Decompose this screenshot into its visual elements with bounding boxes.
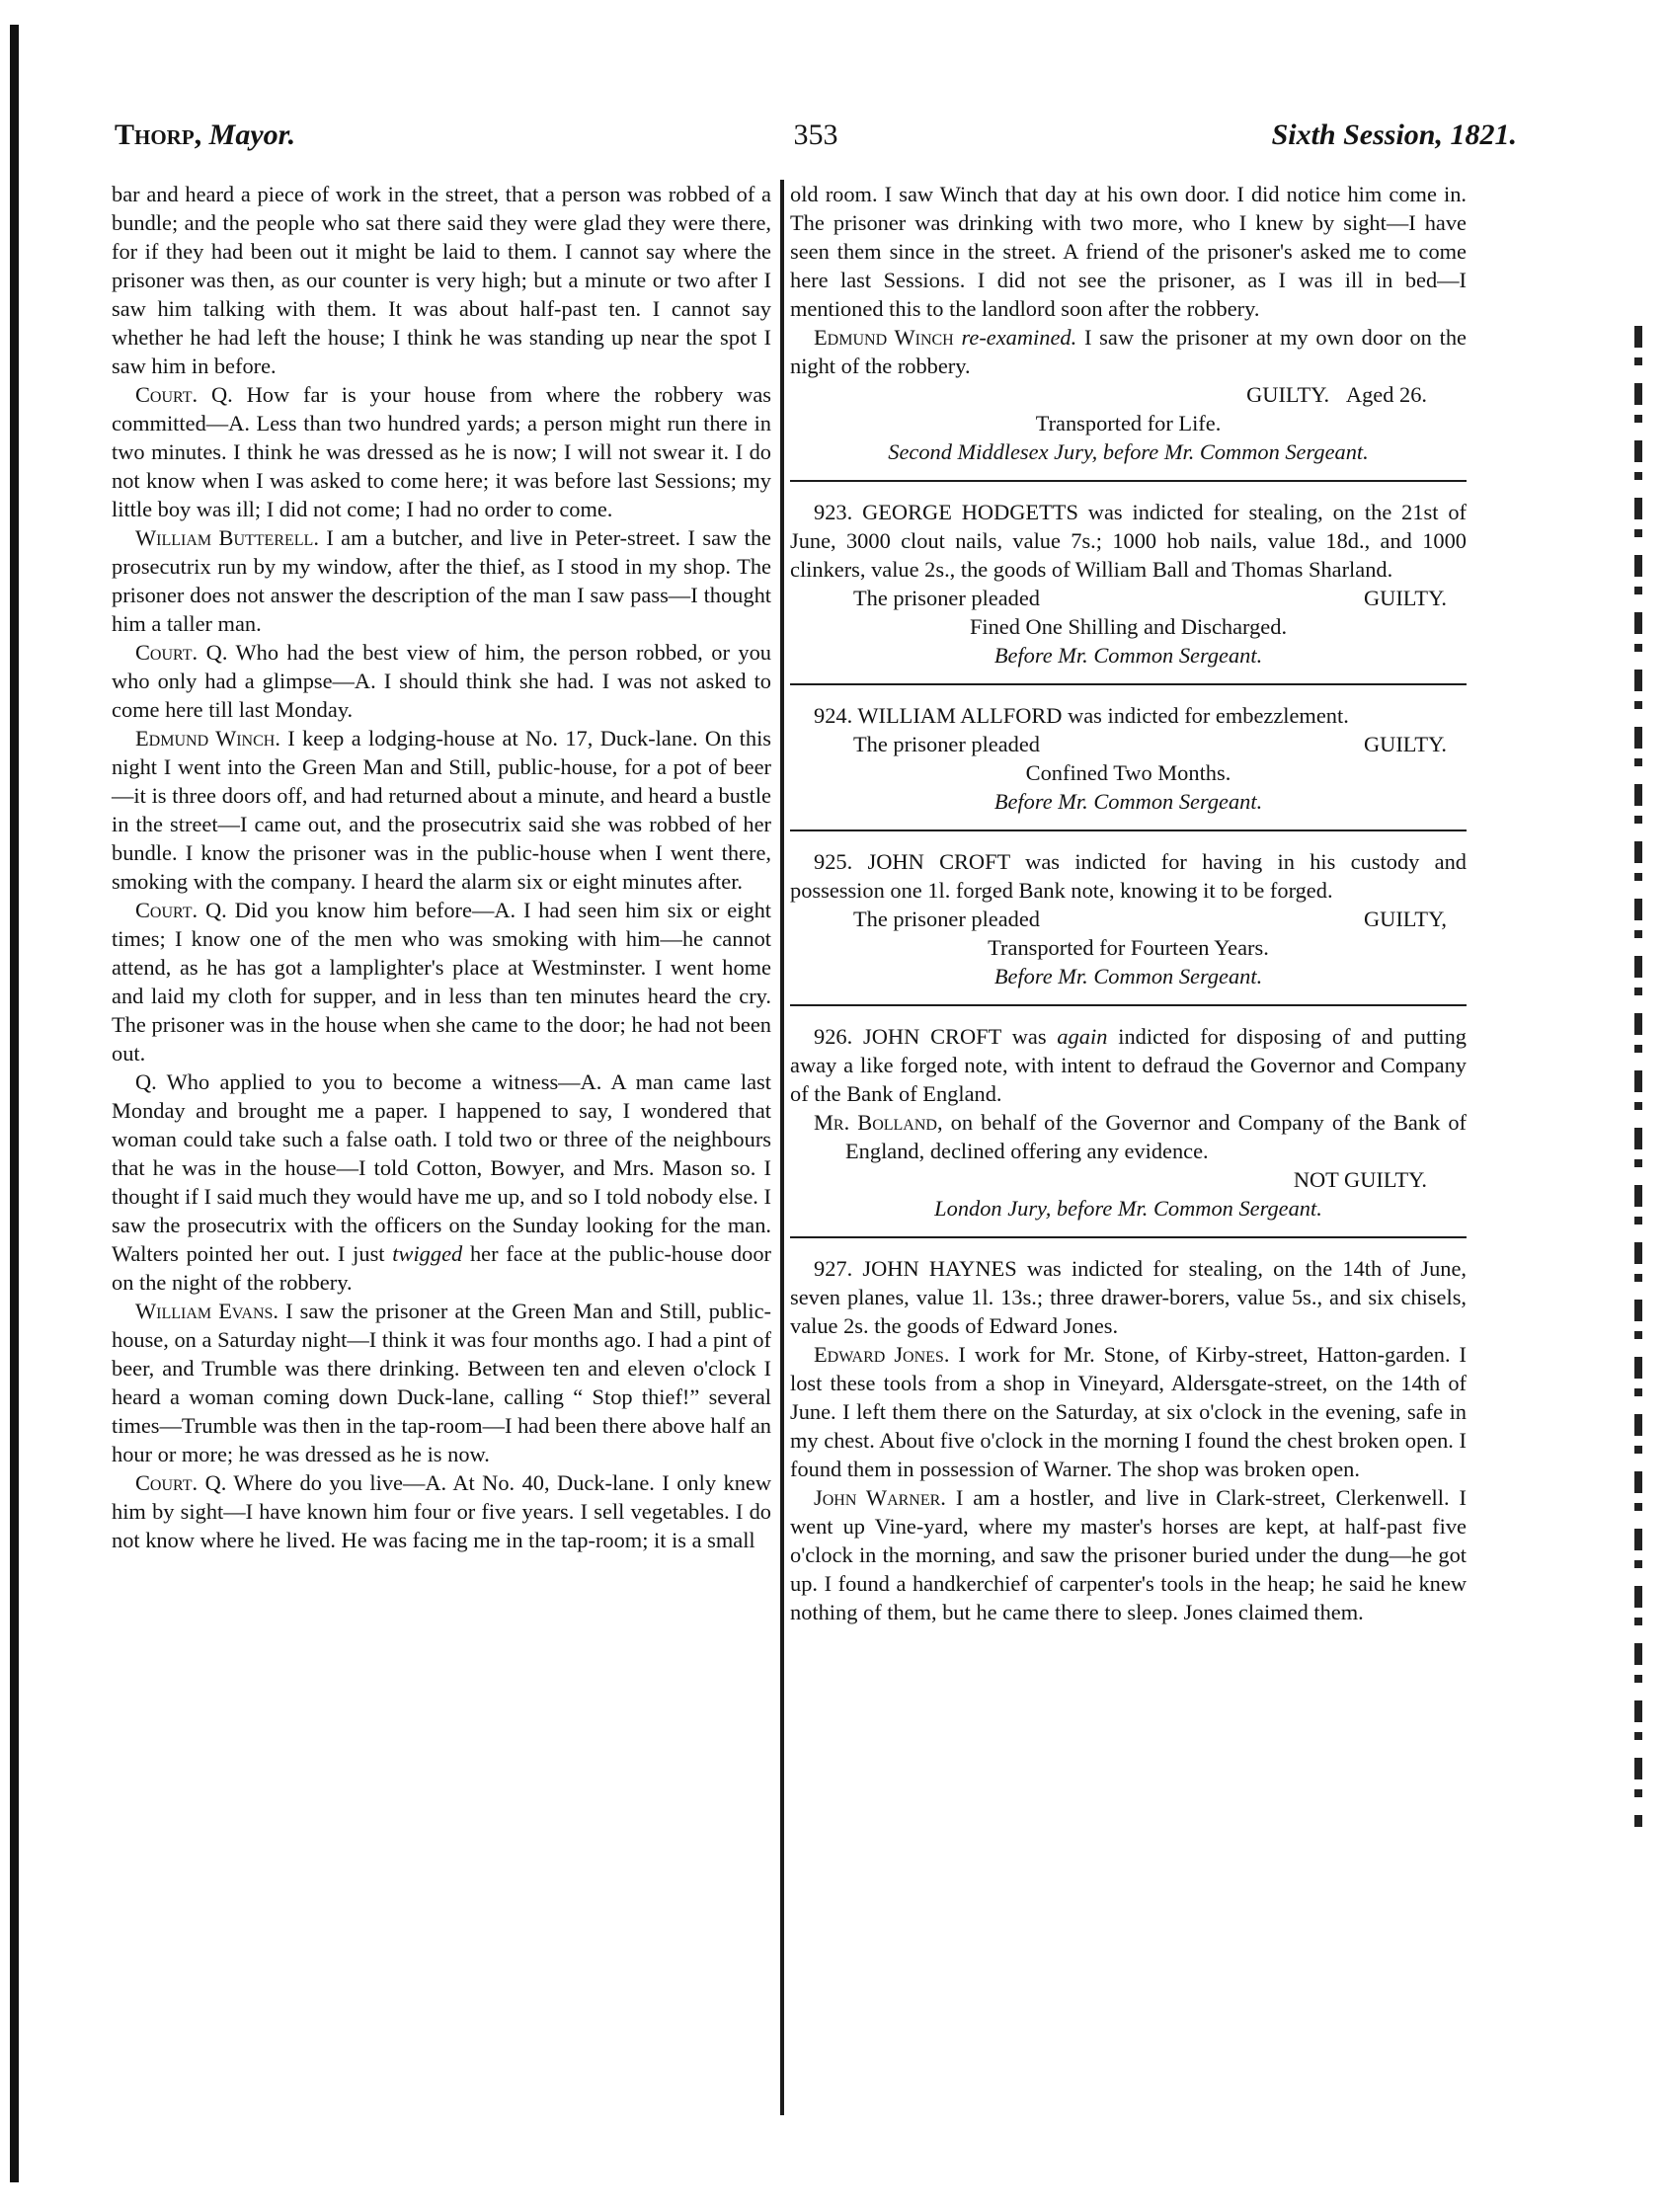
paragraph: [790, 1340, 1467, 1483]
speaker: Court.: [135, 898, 198, 922]
paragraph-text: Q. How far is your house from where the robbery was committed—A. Less than two hundred yards; a person might run there in two minutes. I think he was dressed as he is now; I will not swear it. I do not know when I was asked to come here; it was before last Sessions; my little boy was ill; I did not come; I had no order to come.: [112, 382, 771, 521]
paragraph: [790, 1108, 1467, 1165]
binding-edge-right: [1634, 326, 1642, 1827]
speaker: Court.: [135, 382, 198, 407]
speaker: Mr. Bolland,: [814, 1110, 943, 1135]
case-separator: [790, 830, 1467, 831]
verdict: GUILTY.: [1246, 382, 1330, 407]
sentence: Confined Two Months.: [1025, 760, 1231, 785]
paragraph: old room. I saw Winch that day at his own door. I did notice him come in. The prisoner was drinking with two more, who I knew by sight—I have seen them since in the street. A friend of the prisoner's asked me to come here last Sessions. I did not see the prisoner, as I was ill in bed—I mentioned this to the landlord soon after the robbery.: [790, 182, 1467, 321]
paragraph-text: Q. Did you know him before—A. I had seen him six or eight times; I know one of the men who was smoking with him—he cannot attend, as he has got a lamplighter's place at Westminster. I went home and laid my cloth for supper, and in less than ten minutes heard the cry. The prisoner was in the house when she came to the door; he had not been out.: [112, 898, 771, 1066]
case-heading: 924. WILLIAM ALLFORD was indicted for embezzlement.: [814, 703, 1349, 728]
left-column: [112, 180, 771, 1554]
speaker: William Butterell.: [135, 525, 319, 550]
paragraph-text: Q. Who had the best view of him, the person robbed, or you who only had a glimpse—A. I should think she had. I was not asked to come here till last Monday.: [112, 640, 771, 722]
paragraph: [112, 1067, 771, 1297]
paragraph-text: 926. JOHN CROFT was: [814, 1024, 1058, 1049]
verdict: GUILTY,: [1364, 907, 1447, 931]
case-separator: [790, 480, 1467, 482]
paragraph-text: Q. Who applied to you to become a witness—A. A man came last Monday and brought me a paper. I happened to say, I wondered that woman could take such a false oath. I told two or three of the neighbours that he was in the house—I told Cotton, Bowyer, and Mrs. Mason so. I thought if I said much they would have me up, and so I told nobody else. I saw the prosecutrix with the officers on the Sunday looking for the man. Walters pointed her out. I just: [112, 1069, 771, 1266]
paragraph-text: I saw the prisoner at my own door on the night of the robbery.: [790, 325, 1467, 378]
paragraph-text: Q. Where do you live—A. At No. 40, Duck-lane. I only knew him by sight—I have known him four or five years. I sell vegetables. I do not know where he lived. He was facing me in the tap-room; it is a small: [112, 1470, 771, 1552]
verdict: GUILTY.: [1364, 586, 1447, 610]
paragraph-text: I saw the prisoner at the Green Man and Still, public-house, on a Saturday night—I think it was four months ago. I had a pint of beer, and Trumble was there drinking. Between ten and eleven o'clock I heard a woman coming down Duck-lane, calling “ Stop thief!” several times—Trumble was then in the tap-room—I had been there above half an hour or more; he was dressed as he is now.: [112, 1299, 771, 1466]
paragraph: [112, 1297, 771, 1468]
emphasis: again: [1057, 1024, 1108, 1049]
case-separator: [790, 683, 1467, 685]
binding-edge-left: [10, 25, 19, 2182]
sentence: Transported for Fourteen Years.: [988, 935, 1269, 960]
jury-line: London Jury, before Mr. Common Sergeant.: [934, 1196, 1322, 1221]
paragraph: [112, 638, 771, 724]
paragraph-text: her face at the public-house door on the night of the robbery.: [112, 1241, 771, 1295]
page-header: [115, 118, 1517, 168]
paragraph-text: I keep a lodging-house at No. 17, Duck-lane. On this night I went into the Green Man and Still, public-house, for a pot of beer—it is three doors off, and had returned about a minute, and heard a bustle in the street—I came out, and the prosecutrix said she was robbed of her bundle. I know the prisoner was in the public-house when I went there, smoking with the company. I heard the alarm six or eight minutes after.: [112, 726, 771, 894]
speaker: John Warner.: [814, 1485, 946, 1510]
plea-line: [790, 584, 1467, 612]
case-heading: [790, 1022, 1467, 1108]
paragraph: [112, 1468, 771, 1554]
paragraph-text: on behalf of the Governor and Company of the Bank of England, declined offering any evidence.: [845, 1110, 1467, 1163]
speaker: Court.: [135, 640, 198, 665]
paragraph-text: I am a hostler, and live in Clark-street, Clerkenwell. I went up Vine-yard, where my master's horses are kept, at half-past five o'clock in the morning, and saw the prisoner buried under the dung—he got up. I found a handkerchief of carpenter's tools in the heap; he said he knew nothing of them, but he came there to sleep. Jones claimed them.: [790, 1485, 1467, 1624]
plea-line: [790, 905, 1467, 933]
plea: The prisoner pleaded: [853, 586, 1040, 610]
case-heading: 925. JOHN CROFT was indicted for having in his custody and possession one 1l. forged Bank note, knowing it to be forged.: [790, 849, 1467, 903]
right-column: [790, 180, 1467, 1626]
case-heading: 927. JOHN HAYNES was indicted for stealing, on the 14th of June, seven planes, value 1l. 13s.; three drawer-borers, value 5s., and six chisels, value 2s. the goods of Edward Jones.: [790, 1256, 1467, 1338]
case-heading: 923. GEORGE HODGETTS was indicted for stealing, on the 21st of June, 3000 clout nails, value 7s.; 1000 hob nails, value 18d., and 1000 clinkers, value 2s., the goods of William Ball and Thomas Sharland.: [790, 500, 1467, 582]
plea: The prisoner pleaded: [853, 732, 1040, 756]
emphasis: re-examined.: [953, 325, 1077, 350]
column-divider: [780, 180, 784, 2115]
emphasis: twigged: [392, 1241, 463, 1266]
jury-line: Second Middlesex Jury, before Mr. Common Sergeant.: [888, 439, 1369, 464]
speaker: Edward Jones.: [814, 1342, 950, 1367]
speaker: Court.: [135, 1470, 198, 1495]
speaker: Edmund Winch: [814, 325, 954, 350]
page-number: 353: [793, 118, 838, 151]
paragraph: [112, 896, 771, 1067]
verdict-line: [790, 380, 1467, 409]
plea-line: [790, 730, 1467, 758]
header-mayor-name: Thorp,: [115, 118, 202, 151]
paragraph: [790, 323, 1467, 380]
paragraph: [112, 380, 771, 523]
paragraph: [112, 724, 771, 896]
paragraph-text: I work for Mr. Stone, of Kirby-street, Hatton-garden. I lost these tools from a shop in Vineyard, Aldersgate-street, on the 14th of June. I left them there on the Saturday, at six o'clock in the evening, safe in my chest. About five o'clock in the morning I found the chest broken open. I found them in possession of Warner. The shop was broken open.: [790, 1342, 1467, 1481]
paragraph-text: indicted for disposing of and putting away a like forged note, with intent to defraud the Governor and Company of the Bank of England.: [790, 1024, 1467, 1106]
paragraph-text: I am a butcher, and live in Peter-street. I saw the prosecutrix run by my window, after the thief, as I stood in my shop. The prisoner does not answer the description of the man I saw pass—I thought him a taller man.: [112, 525, 771, 636]
speaker: William Evans.: [135, 1299, 278, 1323]
judge-line: Before Mr. Common Sergeant.: [993, 643, 1263, 668]
session-label: Sixth Session, 1821.: [1271, 118, 1517, 151]
paragraph: [790, 1483, 1467, 1626]
sentence: Transported for Life.: [1035, 411, 1222, 435]
case-separator: [790, 1236, 1467, 1238]
verdict: GUILTY.: [1364, 732, 1447, 756]
judge-line: Before Mr. Common Sergeant.: [993, 964, 1263, 988]
header-mayor-title: Mayor.: [208, 118, 296, 151]
judge-line: Before Mr. Common Sergeant.: [993, 789, 1263, 814]
verdict-line: NOT GUILTY.: [1293, 1167, 1427, 1192]
speaker: Edmund Winch.: [135, 726, 280, 750]
paragraph: bar and heard a piece of work in the street, that a person was robbed of a bundle; and the people who sat there said they were glad they were there, for if they had been out it might be laid to them. I cannot say where the prisoner was then, as our counter is very high; but a minute or two after I saw him talking with them. It was about half-past ten. I cannot say whether he had left the house; I think he was standing up near the spot I saw him in before.: [112, 182, 771, 378]
sentence: Fined One Shilling and Discharged.: [969, 614, 1288, 639]
paragraph: [112, 523, 771, 638]
case-separator: [790, 1004, 1467, 1006]
age: Aged 26.: [1345, 382, 1427, 407]
plea: The prisoner pleaded: [853, 907, 1040, 931]
